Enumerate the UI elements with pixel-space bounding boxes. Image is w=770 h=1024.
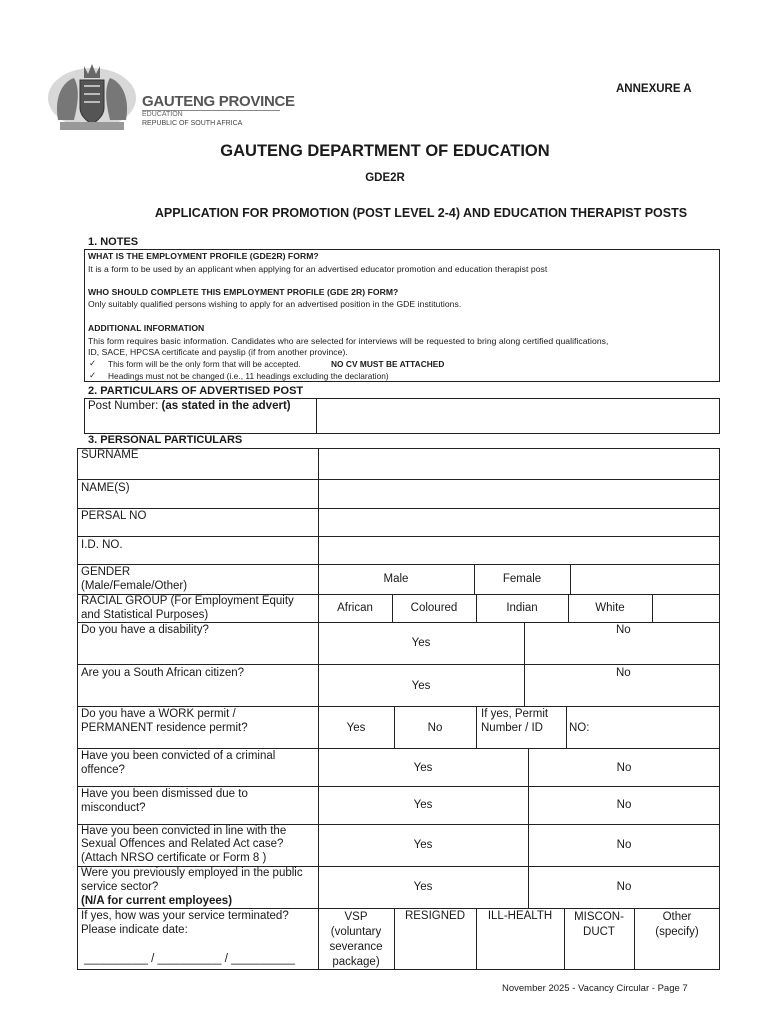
termination-resigned-option[interactable]: RESIGNED <box>404 910 466 922</box>
check-icon: ✓ <box>89 370 97 380</box>
annexure-label: ANNEXURE A <box>616 83 692 95</box>
gender-female-option[interactable]: Female <box>502 573 542 585</box>
public-no-option[interactable]: No <box>616 881 632 893</box>
row-line <box>77 508 720 509</box>
public-yes-option[interactable]: Yes <box>413 881 433 893</box>
post-label: Post Number: <box>88 400 159 412</box>
vsp-line-4: package) <box>332 956 380 968</box>
miscon-line-1: MISCON- <box>574 911 624 923</box>
post-number-field[interactable] <box>318 400 718 432</box>
notes-bullet1: This form will be the only form that will be accepted. <box>108 359 301 369</box>
id-field[interactable] <box>320 538 718 563</box>
permit-no-option[interactable]: No <box>427 722 443 734</box>
disability-label: Do you have a disability? <box>81 624 209 636</box>
racial-label-1: RACIAL GROUP (For Employment Equity <box>81 595 294 607</box>
convicted-yes-option[interactable]: Yes <box>413 762 433 774</box>
permit-label-2: PERMANENT residence permit? <box>81 722 248 734</box>
row-line <box>77 908 720 909</box>
row-line <box>77 479 720 480</box>
notes-heading: 1. NOTES <box>88 236 139 248</box>
termination-label-1: If yes, how was your service terminated? <box>81 910 289 922</box>
convicted-label-1: Have you been convicted of a criminal <box>81 750 276 762</box>
persal-label: PERSAL NO <box>81 510 147 522</box>
row-line <box>77 748 720 749</box>
vsp-line-1: VSP <box>344 911 368 923</box>
termination-vsp-option[interactable] <box>318 910 394 970</box>
persal-field[interactable] <box>320 510 718 535</box>
notes-a3-line2: ID, SACE, HPCSA certificate and payslip (if from another province). <box>88 347 348 357</box>
disability-yes-option[interactable]: Yes <box>411 637 431 649</box>
termination-date-field[interactable]: __________ / __________ / __________ <box>84 953 296 965</box>
sexual-label-1: Have you been convicted in line with the <box>81 825 287 837</box>
cell-divider <box>524 622 525 706</box>
sexual-yes-option[interactable]: Yes <box>413 839 433 851</box>
citizen-yes-option[interactable]: Yes <box>411 680 431 692</box>
dismissed-label-1: Have you been dismissed due to <box>81 788 248 800</box>
permit-ifyes-1: If yes, Permit <box>481 708 549 720</box>
termination-other-option[interactable] <box>634 910 720 940</box>
permit-yes-option[interactable]: Yes <box>346 722 366 734</box>
surname-field[interactable] <box>320 450 718 478</box>
racial-african-option[interactable]: African <box>337 602 373 614</box>
notes-a1: It is a form to be used by an applicant when applying for an advertised educator promotion and education therapist post <box>88 264 548 274</box>
vsp-line-3: severance <box>329 941 383 953</box>
termination-label-2: Please indicate date: <box>81 924 188 936</box>
disability-no-option[interactable]: No <box>616 624 631 636</box>
vsp-line-2: (voluntary <box>330 926 382 938</box>
logo-country: REPUBLIC OF SOUTH AFRICA <box>142 120 243 127</box>
post-number-label <box>88 400 291 412</box>
notes-a2: Only suitably qualified persons wishing to apply for an advertised position in the GDE institutions. <box>88 299 462 309</box>
gender-label-1: GENDER <box>81 566 131 578</box>
sexual-label-3: (Attach NRSO certificate or Form 8 ) <box>81 852 267 864</box>
logo-dept: EDUCATION <box>142 111 183 118</box>
gender-label-2: (Male/Female/Other) <box>81 580 188 592</box>
citizen-no-option[interactable]: No <box>616 667 631 679</box>
public-label-3: (N/A for current employees) <box>81 895 233 907</box>
page-title: GAUTENG DEPARTMENT OF EDUCATION <box>220 142 550 160</box>
public-label-2: service sector? <box>81 881 159 893</box>
page-footer: November 2025 - Vacancy Circular - Page 7 <box>502 983 688 994</box>
racial-label-2: and Statistical Purposes) <box>81 609 209 621</box>
check-icon: ✓ <box>89 358 97 368</box>
row-line <box>77 564 720 565</box>
other-line-1: Other <box>662 911 692 923</box>
notes-q2: WHO SHOULD COMPLETE THIS EMPLOYMENT PROFILE (GDE 2R) FORM? <box>88 287 399 297</box>
termination-misconduct-option[interactable] <box>564 910 634 940</box>
public-label-1: Were you previously employed in the public <box>81 867 303 879</box>
row-line <box>77 622 720 623</box>
row-line <box>77 706 720 707</box>
logo-province: GAUTENG PROVINCE <box>142 93 295 110</box>
convicted-label-2: offence? <box>81 764 125 776</box>
racial-indian-option[interactable]: Indian <box>506 602 538 614</box>
advertised-divider <box>316 398 317 434</box>
advertised-heading: 2. PARTICULARS OF ADVERTISED POST <box>88 385 304 397</box>
names-field[interactable] <box>320 481 718 507</box>
surname-label: SURNAME <box>81 449 139 461</box>
names-label: NAME(S) <box>81 482 130 494</box>
row-line <box>77 786 720 787</box>
citizen-label: Are you a South African citizen? <box>81 667 245 679</box>
coat-of-arms-icon <box>44 58 140 134</box>
notes-a3-line1: This form requires basic information. Candidates who are selected for interviews will be requested to bring along certified qualifications, <box>88 336 609 346</box>
cell-divider <box>566 706 567 748</box>
dismissed-no-option[interactable]: No <box>616 799 632 811</box>
permit-number-label: NO: <box>569 722 590 734</box>
form-subtitle: APPLICATION FOR PROMOTION (POST LEVEL 2-4) AND EDUCATION THERAPIST POSTS <box>154 206 688 220</box>
permit-ifyes-2: Number / ID <box>481 722 543 734</box>
post-note: (as stated in the advert) <box>161 400 291 412</box>
personal-heading: 3. PERSONAL PARTICULARS <box>88 434 243 446</box>
sexual-label-2: Sexual Offences and Related Act case? <box>81 838 284 850</box>
cell-divider <box>476 706 477 748</box>
cell-divider <box>570 564 571 594</box>
dismissed-label-2: misconduct? <box>81 802 146 814</box>
row-line <box>77 664 720 665</box>
convicted-no-option[interactable]: No <box>616 762 632 774</box>
cell-divider <box>652 594 653 622</box>
miscon-line-2: DUCT <box>583 926 615 938</box>
form-code: GDE2R <box>365 172 405 184</box>
racial-coloured-option[interactable]: Coloured <box>410 602 458 614</box>
notes-bullet1-bold: NO CV MUST BE ATTACHED <box>331 359 445 369</box>
notes-q1: WHAT IS THE EMPLOYMENT PROFILE (GDE2R) FORM? <box>88 251 319 261</box>
sexual-no-option[interactable]: No <box>616 839 632 851</box>
id-label: I.D. NO. <box>81 539 123 551</box>
row-line <box>77 536 720 537</box>
dismissed-yes-option[interactable]: Yes <box>413 799 433 811</box>
other-line-2: (specify) <box>655 926 699 938</box>
notes-bullet2: Headings must not be changed (i.e., 11 headings excluding the declaration) <box>108 371 389 381</box>
notes-q3: ADDITIONAL INFORMATION <box>88 323 205 333</box>
termination-ill-health-option[interactable]: ILL-HEALTH <box>487 910 553 922</box>
permit-label-1: Do you have a WORK permit / <box>81 708 236 720</box>
gender-male-option[interactable]: Male <box>383 573 409 585</box>
permit-number-field[interactable] <box>592 708 718 746</box>
racial-white-option[interactable]: White <box>595 602 625 614</box>
